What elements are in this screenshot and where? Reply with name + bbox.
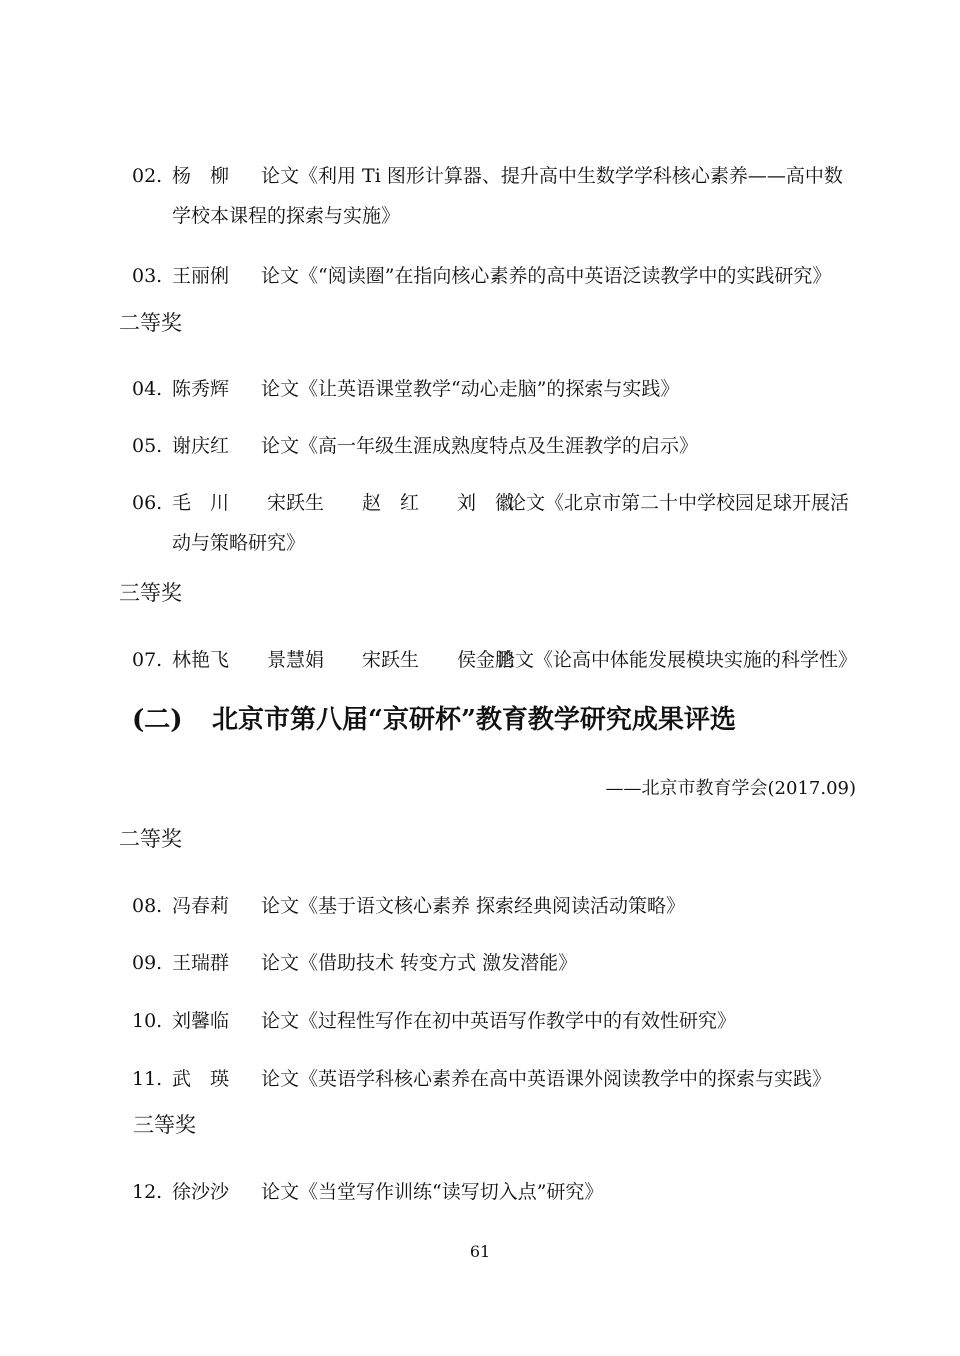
list-item [132,164,862,228]
entry-authors: 杨 柳 [172,165,230,187]
entry-number: 10. [132,1010,163,1032]
entry-authors: 陈秀辉 [172,378,230,400]
list-item [132,264,862,288]
entry-number: 08. [132,895,163,917]
entry-title: 论文《过程性写作在初中英语写作教学中的有效性研究》 [261,1010,737,1032]
entry-number: 11. [132,1068,163,1090]
entry-title: 论文《让英语课堂教学“动心走脑”的探索与实践》 [261,378,680,400]
entry-title: 论文《基于语文核心素养 探索经典阅读活动策略》 [261,895,686,917]
list-item [132,491,862,555]
entry-title: 论文《利用 Ti 图形计算器、提升高中生数学学科核心素养——高中数 [261,165,843,187]
entry-title-continued: 动与策略研究》 [172,532,306,554]
entry-title-continued: 学校本课程的探索与实施》 [172,205,401,227]
entry-authors: 冯春莉 [172,895,230,917]
section-source: ——北京市教育学会(2017.09) [605,778,856,799]
entry-number: 07. [132,649,163,671]
award-heading-second: 二等奖 [119,827,182,851]
entry-title: 论文《高一年级生涯成熟度特点及生涯教学的启示》 [261,435,699,457]
section-number: (二) [132,705,183,735]
entry-title: 论文《英语学科核心素养在高中英语课外阅读教学中的探索与实践》 [261,1068,832,1090]
list-item [132,1180,862,1204]
entry-authors: 毛 川 宋跃生 赵 红 刘 徽 [172,492,515,514]
entry-number: 05. [132,435,163,457]
entry-authors: 武 瑛 [172,1068,230,1090]
entry-number: 04. [132,378,163,400]
entry-number: 02. [132,165,163,187]
list-item [132,648,862,672]
entry-title: 论文《北京市第二十中学校园足球开展活 [507,492,850,514]
entry-authors: 王瑞群 [172,952,230,974]
entry-authors: 徐沙沙 [172,1181,230,1203]
entry-number: 09. [132,952,163,974]
entry-number: 12. [132,1181,163,1203]
entry-number: 06. [132,492,163,514]
award-heading-second: 二等奖 [119,311,182,335]
entry-title: 论文《借助技术 转变方式 激发潜能》 [261,952,578,974]
list-item [132,1009,862,1033]
entry-authors: 林艳飞 景慧娟 宋跃生 侯金鹏 [172,649,515,671]
award-heading-third: 三等奖 [119,581,182,605]
list-item [132,951,862,975]
entry-authors: 刘馨临 [172,1010,230,1032]
entry-authors: 谢庆红 [172,435,230,457]
section-heading [132,704,736,736]
entry-authors: 王丽俐 [172,265,230,287]
award-heading-third: 三等奖 [133,1113,196,1137]
page-number: 61 [469,1242,491,1261]
entry-title: 论文《“阅读圈”在指向核心素养的高中英语泛读教学中的实践研究》 [261,265,832,287]
list-item [132,1067,862,1091]
entry-title: 论文《当堂写作训练“读写切入点”研究》 [261,1181,604,1203]
list-item [132,377,862,401]
section-title: 北京市第八届“京研杯”教育教学研究成果评选 [212,705,736,735]
list-item [132,894,862,918]
entry-number: 03. [132,265,163,287]
entry-title: 论文《论高中体能发展模块实施的科学性》 [496,649,858,671]
list-item [132,434,862,458]
